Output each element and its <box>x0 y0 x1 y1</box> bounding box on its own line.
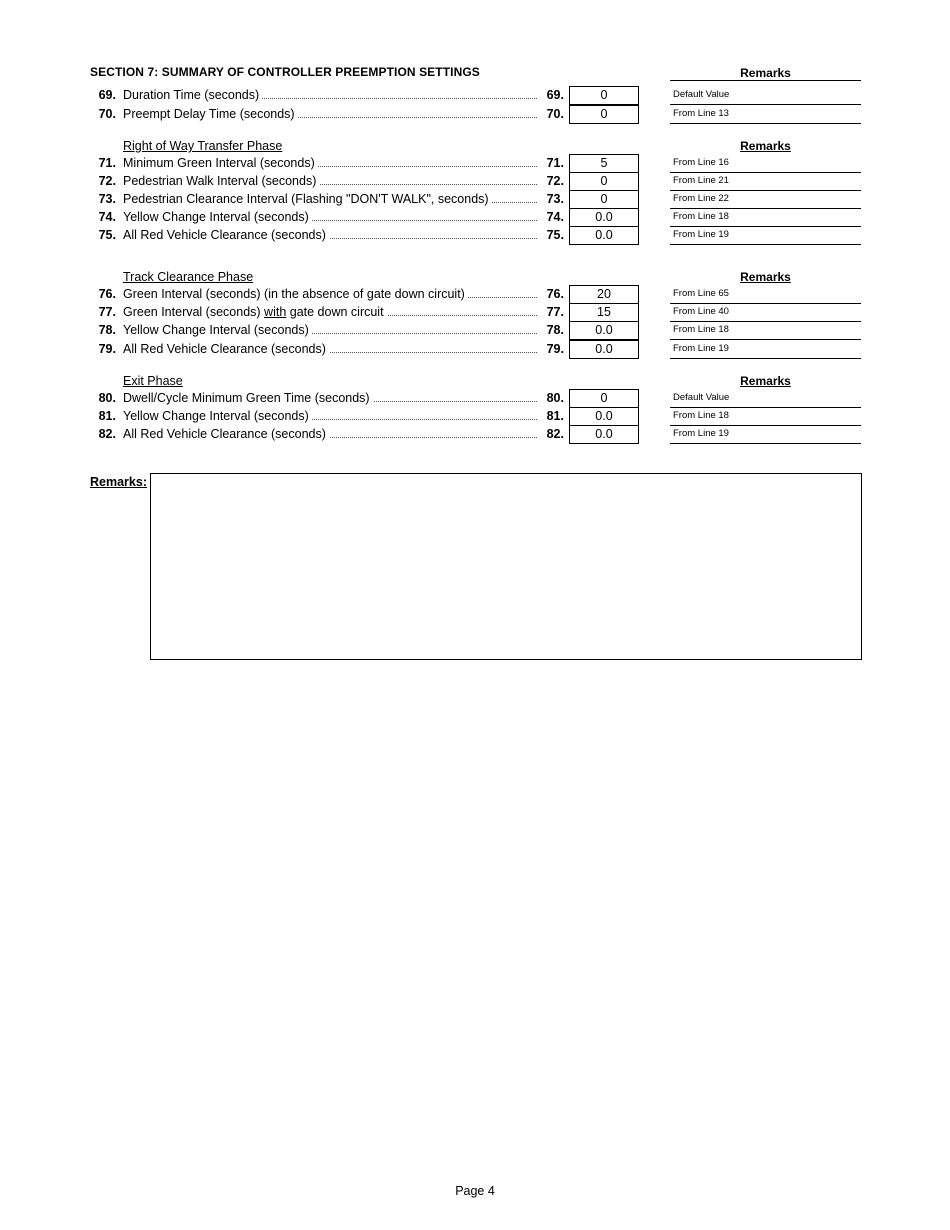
form-row-72 <box>0 174 950 192</box>
line-number: 81. <box>98 409 116 423</box>
remark-field[interactable]: From Line 19 <box>670 227 861 245</box>
form-row-81 <box>0 409 950 427</box>
line-label: Yellow Change Interval (seconds) <box>123 409 537 423</box>
remarks-textarea[interactable] <box>150 473 862 660</box>
line-number-right: 80. <box>546 391 564 405</box>
value-field[interactable]: 0 <box>569 86 639 105</box>
remark-field[interactable]: From Line 18 <box>670 209 861 227</box>
value-field[interactable]: 0 <box>569 105 639 124</box>
value-field[interactable]: 0.0 <box>569 226 639 245</box>
line-number-right: 69. <box>546 88 564 102</box>
line-number-right: 75. <box>546 228 564 242</box>
value-field[interactable]: 0.0 <box>569 321 639 340</box>
remarks-header: Remarks <box>740 374 791 388</box>
form-row-74 <box>0 210 950 228</box>
line-label: Duration Time (seconds) <box>123 88 537 102</box>
subsection-title-track-clearance: Track Clearance Phase <box>123 270 254 284</box>
value-field[interactable]: 0 <box>569 389 639 408</box>
line-label: Preempt Delay Time (seconds) <box>123 107 537 121</box>
line-number: 71. <box>98 156 116 170</box>
line-label: Dwell/Cycle Minimum Green Time (seconds) <box>123 391 537 405</box>
value-field[interactable]: 0.0 <box>569 407 639 426</box>
remarks-header: Remarks <box>740 139 791 153</box>
line-number: 79. <box>98 342 116 356</box>
remark-field[interactable]: From Line 13 <box>670 106 861 124</box>
page-number: Page 4 <box>455 1184 495 1198</box>
value-field[interactable]: 0.0 <box>569 340 639 359</box>
line-label: Pedestrian Walk Interval (seconds) <box>123 174 537 188</box>
value-field[interactable]: 15 <box>569 303 639 322</box>
subsection-title-exit-phase: Exit Phase <box>123 374 183 388</box>
form-row-82 <box>0 427 950 445</box>
remarks-label: Remarks: <box>90 475 147 489</box>
line-number: 77. <box>98 305 116 319</box>
remark-field[interactable]: From Line 19 <box>670 341 861 359</box>
value-field[interactable]: 5 <box>569 154 639 173</box>
line-number: 72. <box>98 174 116 188</box>
form-row-79 <box>0 342 950 360</box>
line-label: Minimum Green Interval (seconds) <box>123 156 537 170</box>
remark-field[interactable]: Default Value <box>670 87 861 105</box>
form-row-76 <box>0 287 950 305</box>
line-number: 73. <box>98 192 116 206</box>
line-number: 78. <box>98 323 116 337</box>
line-label: Yellow Change Interval (seconds) <box>123 323 537 337</box>
line-number-right: 82. <box>546 427 564 441</box>
line-number-right: 74. <box>546 210 564 224</box>
remarks-header-rule <box>670 80 861 81</box>
line-number-right: 79. <box>546 342 564 356</box>
form-row-71 <box>0 156 950 174</box>
remark-field[interactable]: From Line 19 <box>670 426 861 444</box>
line-number: 74. <box>98 210 116 224</box>
remark-field[interactable]: From Line 18 <box>670 408 861 426</box>
remark-field[interactable]: From Line 40 <box>670 304 861 322</box>
line-number: 82. <box>98 427 116 441</box>
remarks-header: Remarks <box>740 270 791 284</box>
form-row-70 <box>0 107 950 125</box>
line-number-right: 76. <box>546 287 564 301</box>
line-label: Green Interval (seconds) (in the absence of gate down circuit) <box>123 287 537 301</box>
line-number-right: 77. <box>546 305 564 319</box>
remark-field[interactable]: From Line 21 <box>670 173 861 191</box>
form-row-80 <box>0 391 950 409</box>
line-number: 69. <box>98 88 116 102</box>
remark-field[interactable]: From Line 65 <box>670 286 861 304</box>
value-field[interactable]: 0 <box>569 172 639 191</box>
remark-field[interactable]: From Line 16 <box>670 155 861 173</box>
line-number: 70. <box>98 107 116 121</box>
line-number-right: 81. <box>546 409 564 423</box>
line-label: Yellow Change Interval (seconds) <box>123 210 537 224</box>
line-number-right: 71. <box>546 156 564 170</box>
line-number-right: 73. <box>546 192 564 206</box>
line-number: 75. <box>98 228 116 242</box>
value-field[interactable]: 0 <box>569 190 639 209</box>
value-field[interactable]: 0.0 <box>569 208 639 227</box>
line-number-right: 78. <box>546 323 564 337</box>
remarks-column-header: Remarks <box>740 66 791 80</box>
remark-field[interactable]: From Line 18 <box>670 322 861 340</box>
remark-field[interactable]: Default Value <box>670 390 861 408</box>
line-number: 76. <box>98 287 116 301</box>
value-field[interactable]: 20 <box>569 285 639 304</box>
line-label: All Red Vehicle Clearance (seconds) <box>123 342 537 356</box>
subsection-title-right-of-way: Right of Way Transfer Phase <box>123 139 283 153</box>
form-row-75 <box>0 228 950 246</box>
line-label: Pedestrian Clearance Interval (Flashing "DON'T WALK", seconds) <box>123 192 537 206</box>
line-number-right: 72. <box>546 174 564 188</box>
line-label: Green Interval (seconds) with gate down circuit <box>123 305 537 319</box>
line-number: 80. <box>98 391 116 405</box>
section-title: SECTION 7: SUMMARY OF CONTROLLER PREEMPTION SETTINGS <box>90 65 480 79</box>
line-label: All Red Vehicle Clearance (seconds) <box>123 427 537 441</box>
form-row-73 <box>0 192 950 210</box>
form-row-78 <box>0 323 950 341</box>
form-row-69 <box>0 88 950 106</box>
form-row-77 <box>0 305 950 323</box>
remark-field[interactable]: From Line 22 <box>670 191 861 209</box>
value-field[interactable]: 0.0 <box>569 425 639 444</box>
line-number-right: 70. <box>546 107 564 121</box>
line-label: All Red Vehicle Clearance (seconds) <box>123 228 537 242</box>
